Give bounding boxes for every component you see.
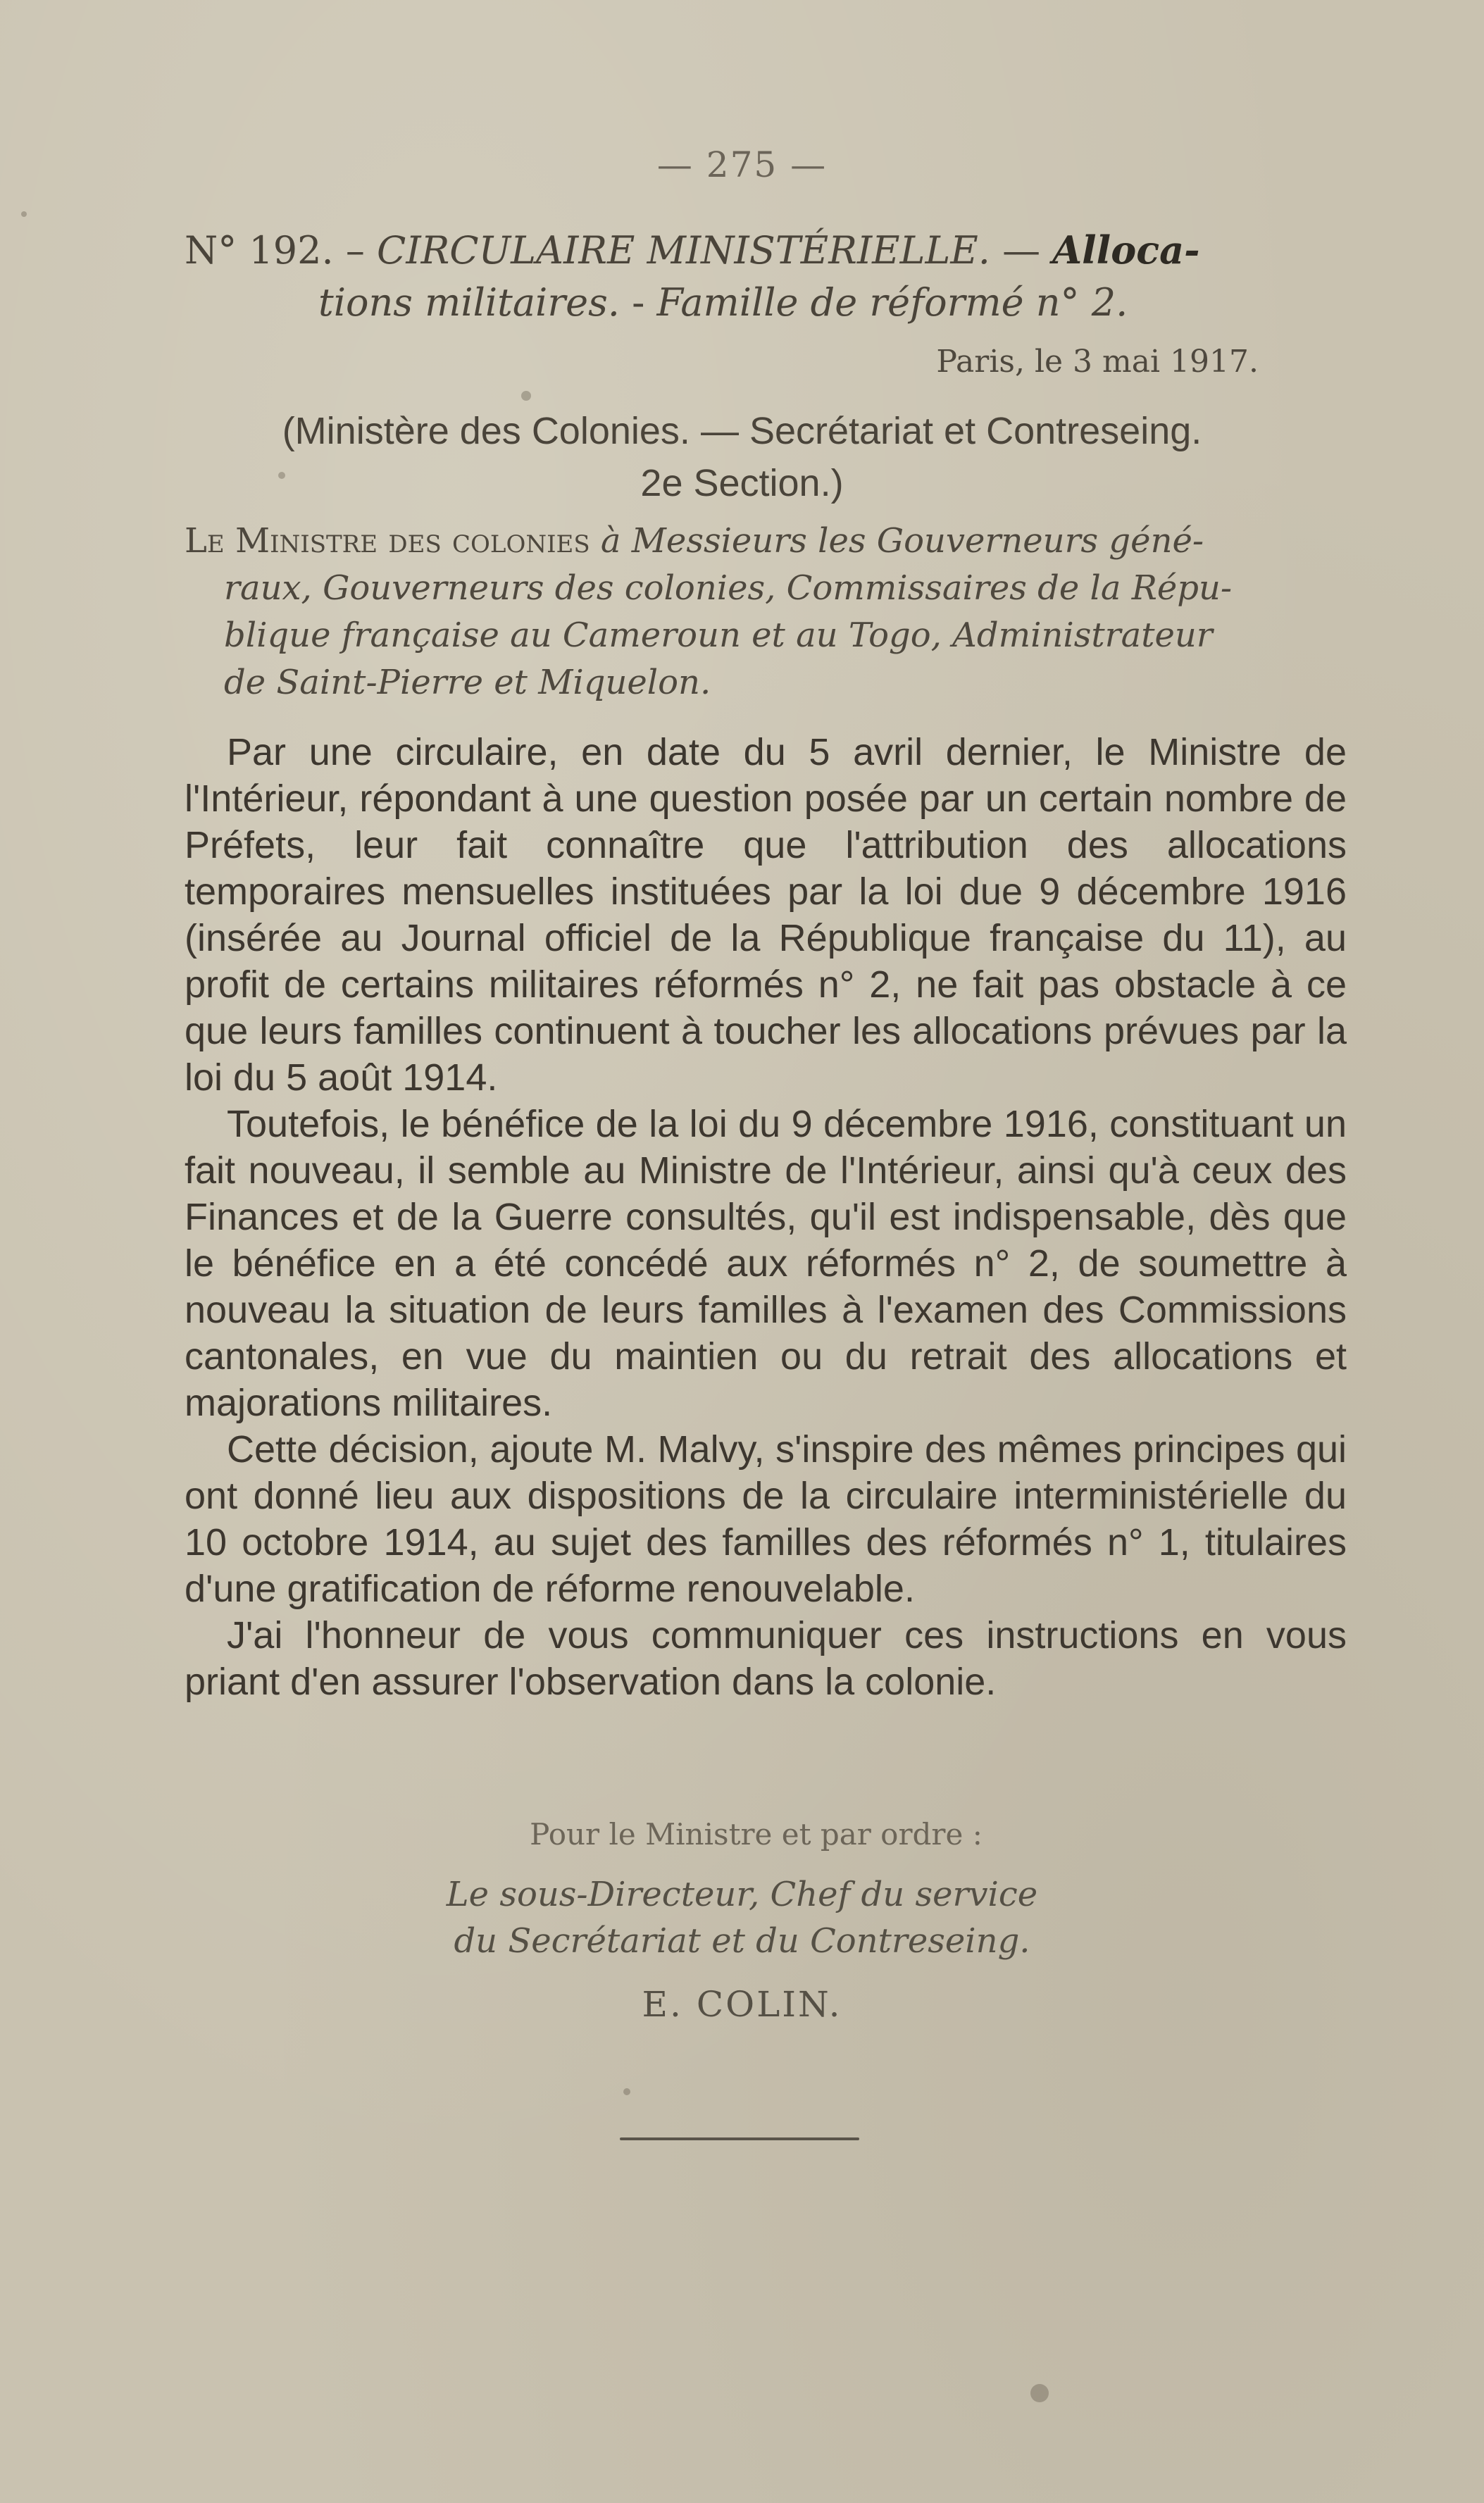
ministry-header: [0, 405, 1484, 509]
date-line: Paris, le 3 mai 1917.: [936, 344, 1259, 380]
paper-spot: [623, 2088, 630, 2095]
paragraph: Cette décision, ajoute M. Malvy, s'inspire des mêmes principes qui ont donné lieu aux dispositions de la circulaire interministérielle du 10 octobre 1914, au sujet des familles des réformés n° 1, titulaires d'une gratification de réforme renouvelable.: [185, 1428, 1347, 1610]
signature-role-line2: du Secrétariat et du Contreseing.: [454, 1921, 1030, 1961]
circular-title: [185, 224, 1347, 329]
subject-part2: tions militaires.: [318, 280, 620, 325]
paper-spot: [21, 211, 27, 217]
paragraph: Par une circulaire, en date du 5 avril dernier, le Ministre de l'Intérieur, répondant à une question posée par un certain nombre de Préfets, leur fait connaître que l'attribution des allocations temporaires mensuelles instituées par la loi due 9 décembre 1916 (insérée au Journal officiel de la République française du 11), au profit de certains militaires réformés n° 2, ne fait pas obstacle à ce que leurs familles continuent à toucher les allocations prévues par la loi du 5 août 1914.: [185, 731, 1347, 1099]
page-number: — 275 —: [656, 144, 828, 185]
address-line2: raux, Gouverneurs des colonies, Commissaires de la Répu-: [224, 568, 1233, 608]
paper-spot: [521, 391, 531, 401]
paragraph: J'ai l'honneur de vous communiquer ces instructions en vous priant d'en assurer l'observation dans la colonie.: [185, 1614, 1347, 1703]
signature-role: [0, 1871, 1484, 1964]
title-dash: —: [990, 228, 1053, 273]
subject-part1: Alloca-: [1052, 227, 1200, 273]
ministry-line1: (Ministère des Colonies. — Secrétariat et Contreseing.: [282, 410, 1202, 452]
signature-name: E. COLIN.: [642, 1984, 842, 2025]
title-dash: -: [619, 280, 657, 325]
signature-block: [0, 1817, 1484, 2025]
address-line1: à Messieurs les Gouverneurs géné-: [590, 521, 1204, 561]
ministry-line2: 2e Section.): [640, 462, 844, 504]
sender: Le Ministre des colonies: [185, 521, 590, 561]
address-block: [185, 518, 1347, 706]
paragraph: Toutefois, le bénéfice de la loi du 9 décembre 1916, constituant un fait nouveau, il semble au Ministre de l'Intérieur, ainsi qu'à ceux des Finances et de la Guerre consultés, qu'il est indispensable, dès que le bénéfice en a été concédé aux réformés n° 2, de soumettre à nouveau la situation de leurs familles à l'examen des Commissions cantonales, en vue du maintien ou du retrait des allocations et majorations militaires.: [185, 1103, 1347, 1424]
address-line3: blique française au Cameroun et au Togo, Administrateur: [224, 616, 1213, 655]
paper-spot: [1030, 2384, 1049, 2402]
circular-number: N° 192.: [185, 228, 334, 273]
title-dash: –: [333, 228, 377, 273]
address-line4: de Saint-Pierre et Miquelon.: [224, 663, 711, 702]
closing-rule: [620, 2137, 859, 2140]
paper-spot: [278, 472, 285, 479]
circular-type: CIRCULAIRE MINISTÉRIELLE.: [377, 228, 990, 273]
subject-part3: Famille de réformé n° 2.: [656, 280, 1128, 325]
title-line2: [185, 277, 1347, 329]
signature-order: Pour le Ministre et par ordre :: [530, 1817, 983, 1852]
signature-role-line1: Le sous-Directeur, Chef du service: [446, 1875, 1038, 1914]
body-text: [185, 729, 1347, 1705]
